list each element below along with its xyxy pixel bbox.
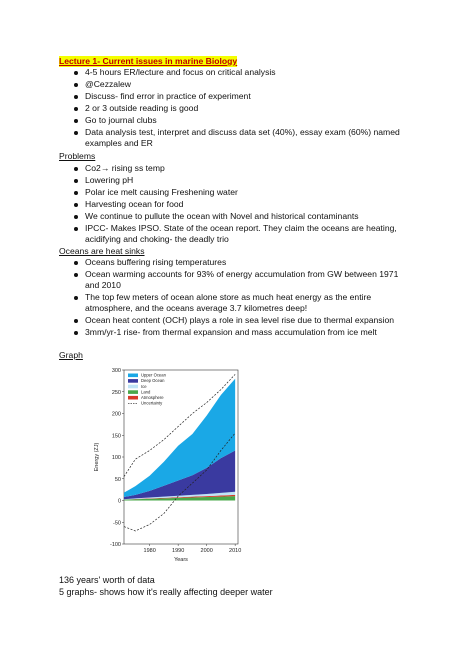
bullet [74,179,78,183]
ocean-energy-chart [90,362,250,572]
list-item: 3mm/yr-1 rise- from thermal expansion and mass accumulation from ice melt [85,327,377,337]
bullet [74,83,78,87]
bullet [74,95,78,99]
y-tick-label: 50 [114,476,121,483]
list-item: 4-5 hours ER/lecture and focus on critical analysis [85,67,276,77]
list-item: Polar ice melt causing Freshening water [85,187,238,197]
legend-swatch-deep-ocean [128,379,138,383]
legend-label-uncertainty: Uncertainty [141,400,163,406]
y-tick-label: 0 [117,498,121,505]
x-axis-label: Years [174,557,188,563]
footer-line: 5 graphs- shows how it's really affecting deeper water [59,587,273,597]
y-tick-label: -50 [113,520,121,527]
list-item: Go to journal clubs [85,115,157,125]
y-axis-label: Energy (ZJ) [94,442,100,472]
legend-swatch-upper-ocean [128,374,138,378]
bullet [74,227,78,231]
legend-swatch-atmosphere [128,396,138,400]
list-item: Ocean warming accounts for 93% of energy accumulation from GW between 1971 [85,269,399,279]
bullet [74,319,78,323]
bullet [74,119,78,123]
y-tick-label: 200 [111,411,121,418]
bullet [74,331,78,335]
list-item: IPCC- Makes IPSO. State of the ocean report. They claim the oceans are heating, [85,223,397,233]
bullet [74,261,78,265]
bullet [74,203,78,207]
bullet [74,107,78,111]
list-item: Oceans buffering rising temperatures [85,257,227,267]
list-item: @Cezzalew [85,79,131,89]
problems-heading: Problems [59,151,96,161]
x-tick-label: 1990 [172,548,185,554]
list-item: Co2→ rising ss temp [85,163,165,173]
x-tick-label: 1980 [143,548,156,554]
list-item: Discuss- find error in practice of experiment [85,91,251,101]
x-tick-label: 2010 [229,548,242,554]
legend-label-ice: Ice [141,383,147,389]
legend-label-atmosphere: Atmosphere [141,395,164,400]
bullet [74,167,78,171]
footer-line: 136 years' worth of data [59,575,155,585]
y-tick-label: 250 [111,389,121,396]
graph-heading: Graph [59,350,83,360]
bullet [74,191,78,195]
y-tick-label: -100 [109,542,121,548]
bullet [74,215,78,219]
legend-label-land: Land [141,389,151,395]
list-item-continued: examples and ER [85,138,153,148]
legend-swatch-land [128,390,138,394]
y-tick-label: 150 [111,433,121,440]
list-item-continued: and 2010 [85,280,121,290]
list-item: Ocean heat content (OCH) plays a role in sea level rise due to thermal expansion [85,315,395,325]
list-item: Lowering pH [85,175,134,185]
list-item: We continue to pullute the ocean with Novel and historical contaminants [85,211,359,221]
list-item: The top few meters of ocean alone store as much heat energy as the entire [85,292,372,302]
legend-label-upper-ocean: Upper Ocean [141,372,166,378]
sinks-heading: Oceans are heat sinks [59,246,145,256]
y-tick-label: 300 [111,368,121,374]
bullet [74,131,78,135]
bullet [74,71,78,75]
list-item: 2 or 3 outside reading is good [85,103,199,113]
list-item-continued: atmosphere, and the oceans average 3.7 kilometres deep! [85,303,308,313]
list-item-continued: acidifying and choking- the deadly trio [85,234,229,244]
bullet [74,296,78,300]
lecture-title: Lecture 1- Current issues in marine Biology [59,56,238,66]
bullet [74,273,78,277]
legend-swatch-ice [128,385,138,389]
legend-label-deep-ocean: Deep Ocean [141,378,165,384]
x-tick-label: 2000 [200,548,213,554]
y-tick-label: 100 [111,455,121,461]
list-item: Data analysis test, interpret and discuss data set (40%), essay exam (60%) named [85,127,400,137]
list-item: Harvesting ocean for food [85,199,184,209]
